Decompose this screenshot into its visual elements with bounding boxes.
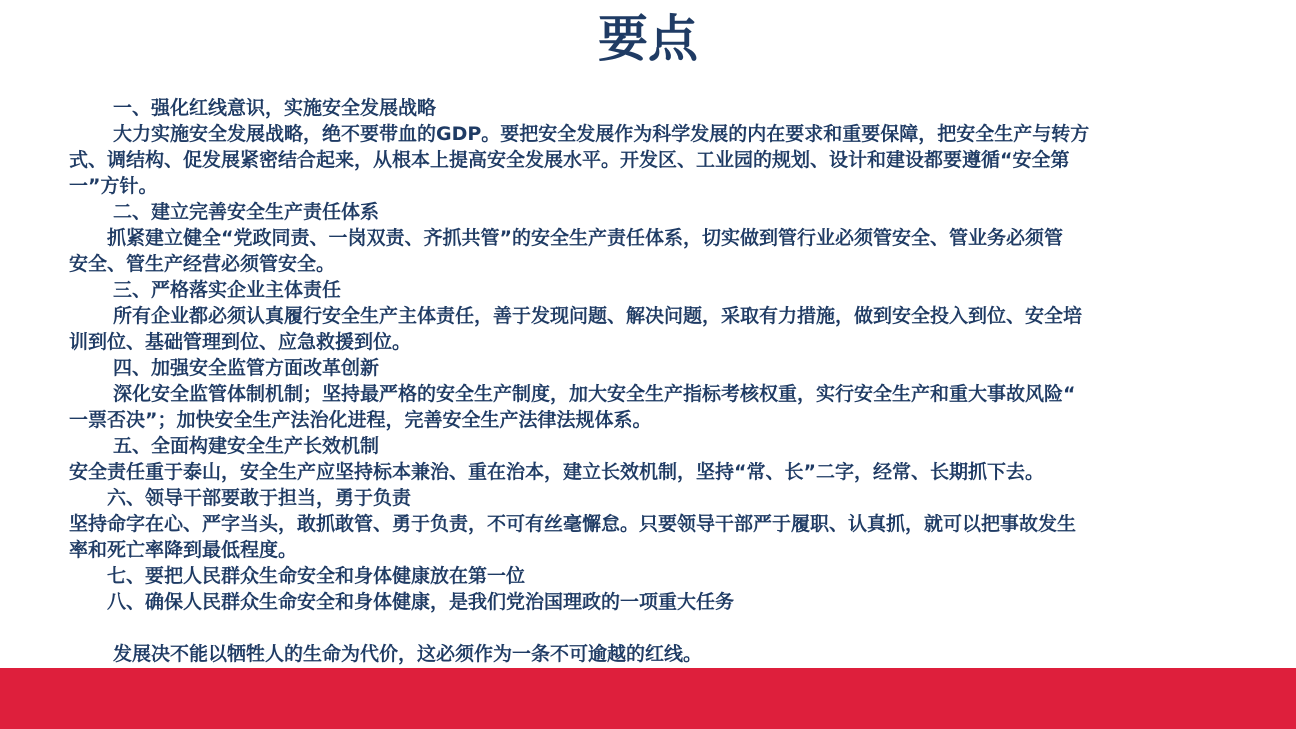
section-body-1-line-1: 大力实施安全发展战略，绝不要带血的GDP。要把安全发展作为科学发展的内在要求和重要保障，把安全生产与转方	[113, 123, 1090, 145]
section-body-4-line-1: 深化安全监管体制机制；坚持最严格的安全生产制度，加大安全生产指标考核权重，实行安全生产和重大事故风险“	[113, 383, 1076, 405]
section-heading-4: 四、加强安全监管方面改革创新	[113, 357, 380, 379]
section-heading-7: 七、要把人民群众生命安全和身体健康放在第一位	[107, 565, 526, 587]
section-body-6-line-1: 坚持命字在心、严字当头，敢抓敢管、勇于负责，不可有丝毫懈怠。只要领导干部严于履职、认真抓，就可以把事故发生	[69, 513, 1077, 535]
section-body-1-line-2: 式、调结构、促发展紧密结合起来，从根本上提高安全发展水平。开发区、工业园的规划、设计和建设都要遵循“安全第	[69, 149, 1070, 171]
page-title: 要点	[598, 10, 698, 68]
section-body-6-line-2: 率和死亡率降到最低程度。	[69, 539, 298, 561]
section-body-3-line-1: 所有企业都必须认真履行安全生产主体责任，善于发现问题、解决问题，采取有力措施，做到安全投入到位、安全培	[113, 305, 1083, 327]
section-heading-6: 六、领导干部要敢于担当，勇于负责	[107, 487, 412, 509]
section-body-2-line-2: 安全、管生产经营必须管安全。	[69, 253, 336, 275]
section-body-3-line-2: 训到位、基础管理到位、应急救援到位。	[69, 331, 412, 353]
section-heading-3: 三、严格落实企业主体责任	[113, 279, 342, 301]
main-content	[69, 95, 1219, 667]
section-heading-1: 一、强化红线意识，实施安全发展战略	[113, 97, 437, 119]
closing-statement: 发展决不能以牺牲人的生命为代价，这必须作为一条不可逾越的红线。	[113, 643, 703, 665]
spacer	[69, 615, 1219, 641]
section-body-2-line-1: 抓紧建立健全“党政同责、一岗双责、齐抓共管”的安全生产责任体系，切实做到管行业必须管安全、管业务必须管	[107, 227, 1063, 249]
section-body-4-line-2: 一票否决”；加快安全生产法治化进程，完善安全生产法律法规体系。	[69, 409, 652, 431]
section-heading-5: 五、全面构建安全生产长效机制	[113, 435, 380, 457]
section-heading-8: 八、确保人民群众生命安全和身体健康，是我们党治国理政的一项重大任务	[107, 591, 735, 613]
section-body-5-line-1: 安全责任重于泰山，安全生产应坚持标本兼治、重在治本，建立长效机制，坚持“常、长”二字，经常、长期抓下去。	[69, 461, 1044, 483]
section-heading-2: 二、建立完善安全生产责任体系	[113, 201, 380, 223]
footer-bar	[0, 668, 1296, 729]
section-body-1-line-3: 一”方针。	[69, 175, 158, 197]
